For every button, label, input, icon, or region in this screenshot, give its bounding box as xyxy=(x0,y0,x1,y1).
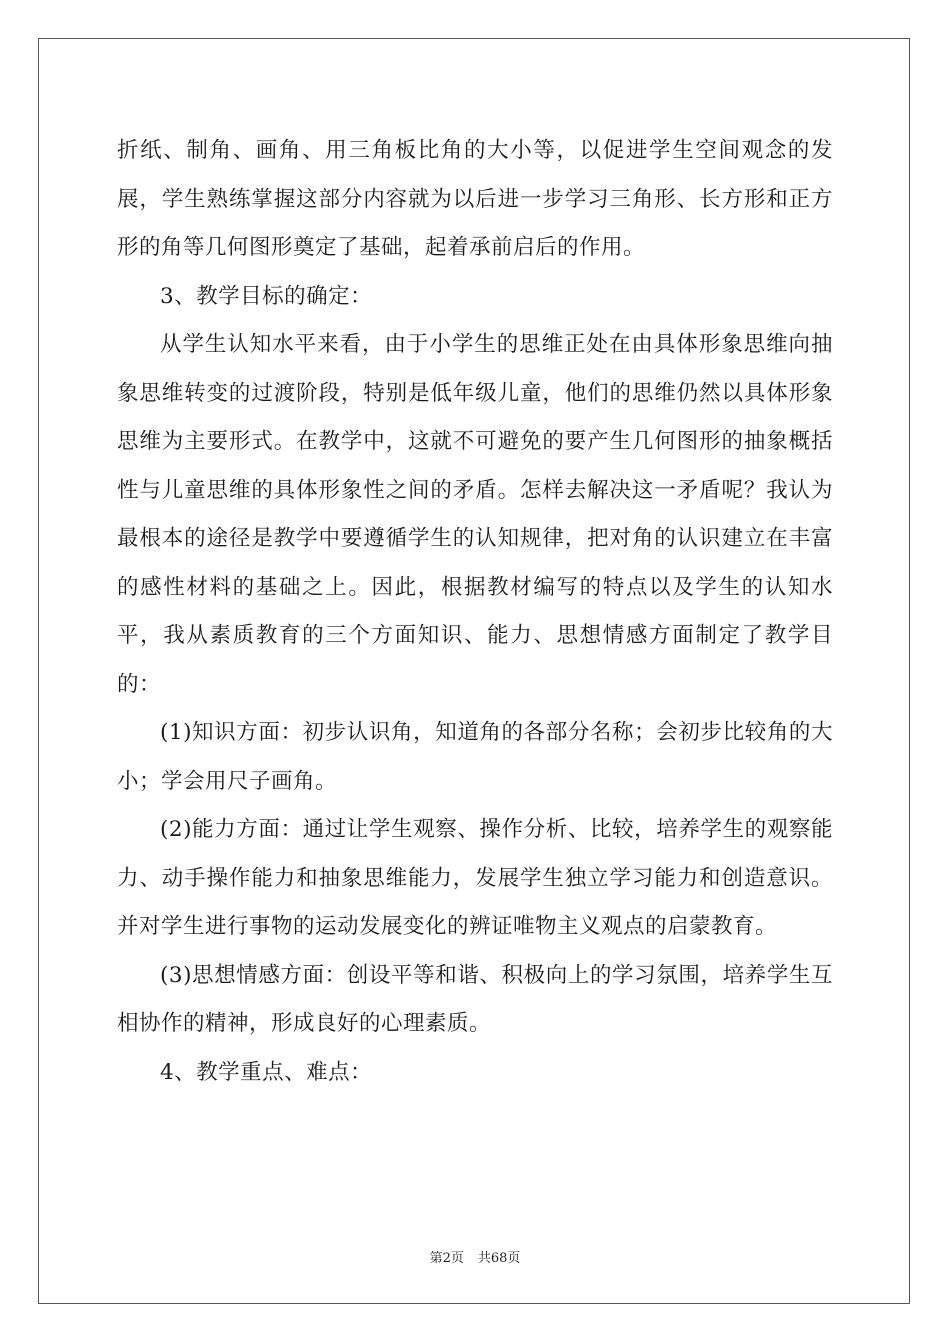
paragraph-1: 折纸、制角、画角、用三角板比角的大小等，以促进学生空间观念的发展，学生熟练掌握这部分内容就为以后进一步学习三角形、长方形和正方形的角等几何图形奠定了基础，起着承前启后的作用。 xyxy=(117,138,833,260)
page-footer xyxy=(0,1247,950,1266)
page-total: 共68页 xyxy=(477,1251,521,1266)
page-number: 第2页 xyxy=(429,1251,464,1266)
objective-emotion: (3)思想情感方面：创设平等和谐、积极向上的学习氛围，培养学生互相协作的精神，形成良好的心理素质。 xyxy=(117,962,833,1036)
heading-teaching-objectives: 3、教学目标的确定： xyxy=(160,283,373,309)
objective-knowledge: (1)知识方面：初步认识角，知道角的各部分名称；会初步比较角的大小；学会用尺子画角。 xyxy=(117,720,833,794)
heading-key-points: 4、教学重点、难点： xyxy=(160,1059,373,1085)
objective-ability: (2)能力方面：通过让学生观察、操作分析、比较，培养学生的观察能力、动手操作能力和抽象思维能力，发展学生独立学习能力和创造意识。并对学生进行事物的运动发展变化的辨证唯物主义观点的启蒙教育。 xyxy=(117,817,833,939)
document-body xyxy=(117,127,833,1097)
paragraph-cognitive-level: 从学生认知水平来看，由于小学生的思维正处在由具体形象思维向抽象思维转变的过渡阶段，特别是低年级儿童，他们的思维仍然以具体形象思维为主要形式。在教学中，这就不可避免的要产生几何图形的抽象概括性与儿童思维的具体形象性之间的矛盾。怎样去解决这一矛盾呢？我认为最根本的途径是教学中要遵循学生的认知规律，把对角的认识建立在丰富的感性材料的基础之上。因此，根据教材编写的特点以及学生的认知水平，我从素质教育的三个方面知识、能力、思想情感方面制定了教学目的： xyxy=(117,332,833,697)
